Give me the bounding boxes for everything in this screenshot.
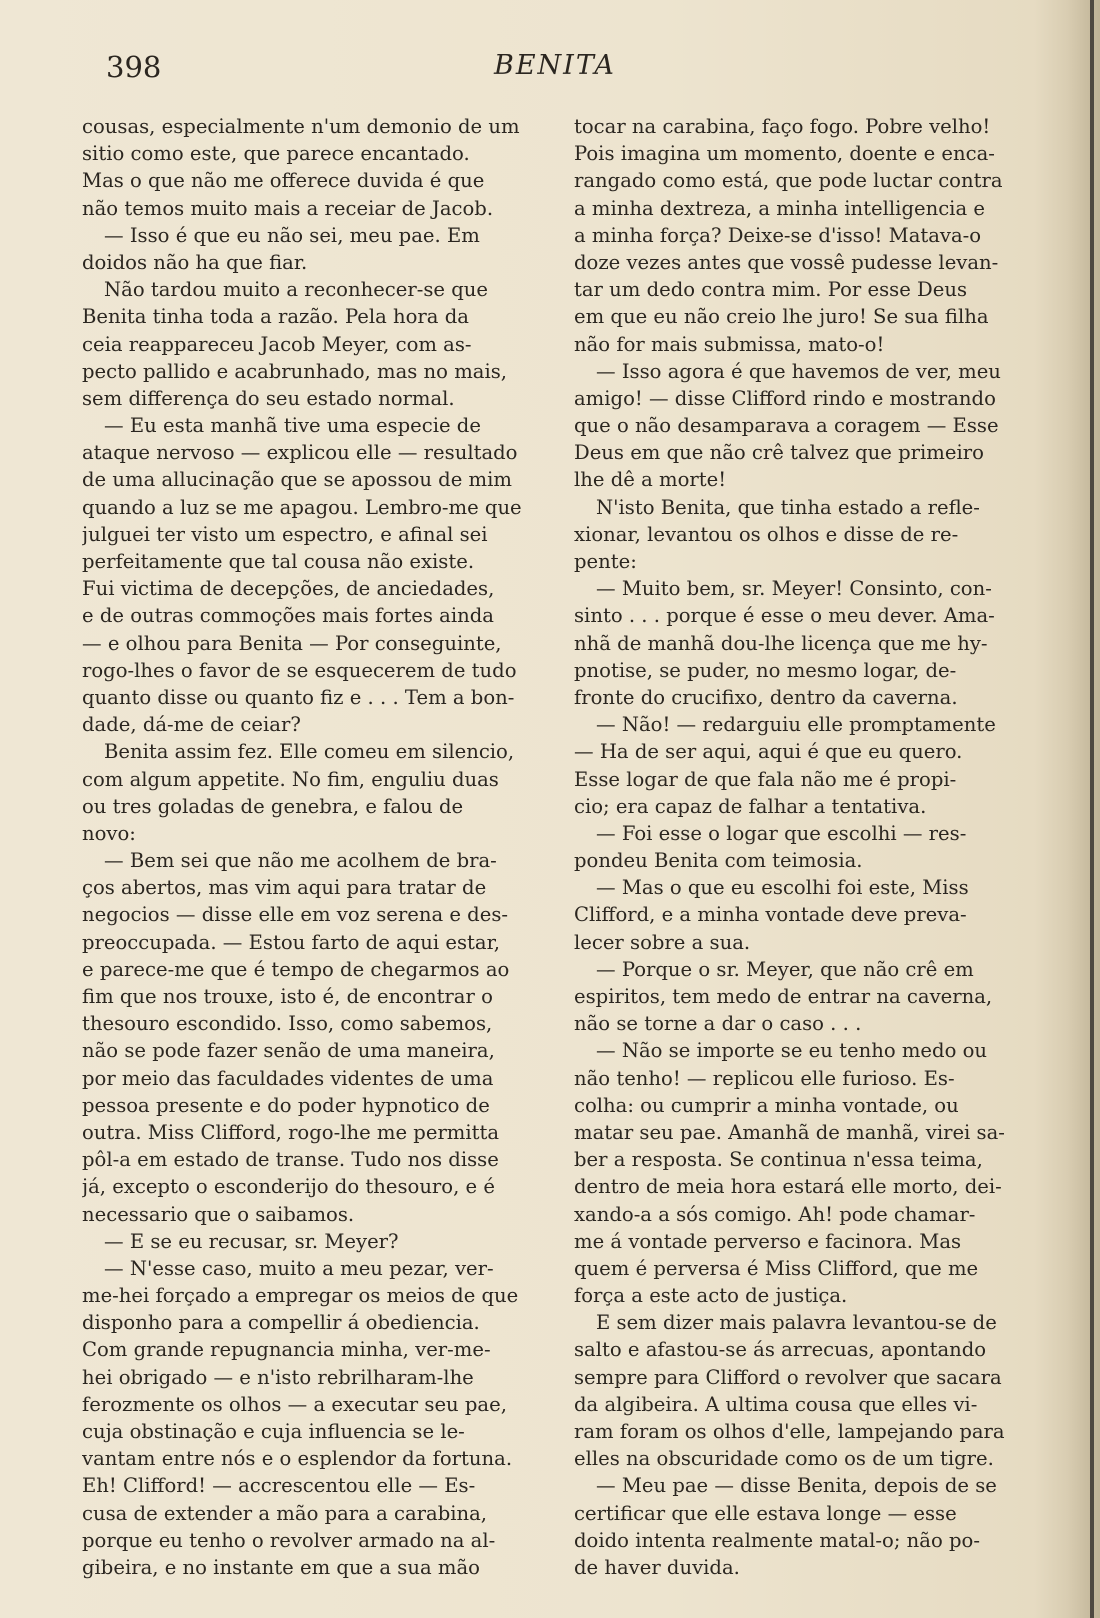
text-line: disponho para a compellir á obediencia. [82, 1311, 480, 1335]
text-line: Pois imagina um momento, doente e enca- [574, 142, 995, 166]
text-line: que o não desamparava a coragem — Esse [574, 414, 999, 438]
text-line: doze vezes antes que vossê pudesse levan- [574, 250, 999, 274]
text-line: perfeitamente que tal cousa não existe. [82, 550, 475, 573]
text-line: de uma allucinação que se apossou de mim [82, 468, 512, 492]
text-line: outra. Miss Clifford, rogo-lhe me permitta [82, 1120, 500, 1144]
text-line: da algibeira. A ultima cousa que elles vi- [574, 1392, 978, 1416]
text-line: quanto disse ou quanto fiz e . . . Tem a bon- [82, 685, 515, 709]
text-line: — Ha de ser aqui, aqui é que eu quero. [574, 740, 963, 764]
running-title: BENITA [494, 50, 616, 81]
text-line: amigo! — disse Clifford rindo e mostrando [574, 386, 996, 410]
text-line: não for mais submissa, mato-o! [574, 332, 885, 356]
text-line: de haver duvida. [574, 1555, 740, 1579]
text-line: fronte do crucifixo, dentro da caverna. [574, 685, 958, 709]
text-line: ceia reappareceu Jacob Meyer, com as- [82, 332, 472, 356]
text-line: dade, dá-me de ceiar? [82, 713, 301, 737]
text-line: N'isto Benita, que tinha estado a refle- [596, 495, 980, 519]
text-line: — Não se importe se eu tenho medo ou [596, 1039, 988, 1063]
text-line: pente: [574, 550, 637, 573]
text-line: xionar, levantou os olhos e disse de re- [574, 522, 959, 546]
text-line: tocar na carabina, faço fogo. Pobre velho! [574, 115, 991, 138]
text-line: Com grande repugnancia minha, ver-me- [82, 1338, 491, 1362]
text-line: pondeu Benita com teimosia. [574, 849, 863, 873]
page-edge-shadow [1090, 0, 1094, 1618]
text-line: — E se eu recusar, sr. Meyer? [104, 1229, 399, 1253]
text-line: e parece-me que é tempo de chegarmos ao [82, 957, 510, 981]
text-line: — Foi esse o logar que escolhi — res- [596, 821, 967, 845]
text-line: quem é perversa é Miss Clifford, que me [574, 1256, 979, 1280]
text-line: — Não! — redarguiu elle promptamente [596, 713, 996, 737]
left-text-column [82, 113, 542, 1581]
text-line: tar um dedo contra mim. Por esse Deus [574, 278, 967, 302]
text-line: Esse logar de que fala não me é propi- [574, 767, 957, 791]
text-line: rogo-lhes o favor de se esquecerem de tudo [82, 658, 517, 682]
text-line: — Eu esta manhã tive uma especie de [104, 414, 481, 438]
text-line: — Bem sei que não me acolhem de bra- [104, 849, 497, 873]
text-line: com algum appetite. No fim, enguliu duas [82, 767, 499, 791]
text-line: thesouro escondido. Isso, como sabemos, [82, 1012, 493, 1036]
text-line: ram foram os olhos d'elle, lampejando para [574, 1420, 1005, 1443]
text-line: salto e afastou-se ás arrecuas, apontando [574, 1338, 987, 1362]
text-line: fim que nos trouxe, isto é, de encontrar o [82, 985, 493, 1008]
text-line: necessario que o saibamos. [82, 1202, 355, 1226]
text-line: — Muito bem, sr. Meyer! Consinto, con- [596, 577, 992, 601]
text-line: porque eu tenho o revolver armado na al- [82, 1528, 496, 1552]
text-line: gibeira, e no instante em que a sua mão [82, 1555, 480, 1579]
text-line: xando-a a sós comigo. Ah! pode chamar- [574, 1202, 976, 1226]
text-line: — Meu pae — disse Benita, depois de se [596, 1474, 997, 1498]
text-line: pecto pallido e acabrunhado, mas no mais, [82, 359, 508, 383]
text-line: ferozmente os olhos — a executar seu pae, [82, 1392, 507, 1416]
text-line: preoccupada. — Estou farto de aqui estar, [82, 930, 501, 954]
text-line: ços abertos, mas vim aqui para tratar de [82, 876, 487, 900]
text-line: cusa de extender a mão para a carabina, [82, 1501, 488, 1525]
text-line: lecer sobre a sua. [574, 930, 751, 954]
text-line: — Mas o que eu escolhi foi este, Miss [596, 876, 969, 900]
text-line: vantam entre nós e o esplendor da fortuna. [82, 1447, 513, 1471]
text-line: me-hei forçado a empregar os meios de que [82, 1284, 519, 1308]
text-line: nhã de manhã dou-lhe licença que me hy- [574, 631, 988, 655]
text-line: — e olhou para Benita — Por conseguinte, [82, 631, 502, 655]
text-line: me á vontade perverso e facinora. Mas [574, 1229, 962, 1253]
text-line: colha: ou cumprir a minha vontade, ou [574, 1093, 959, 1117]
text-line: Benita tinha toda a razão. Pela hora da [82, 305, 469, 329]
text-line: espiritos, tem medo de entrar na caverna, [574, 985, 993, 1008]
text-line: não temos muito mais a receiar de Jacob. [82, 196, 494, 220]
text-line: sinto . . . porque é esse o meu dever. Ama- [574, 604, 995, 628]
text-line: por meio das faculdades videntes de uma [82, 1066, 494, 1090]
text-line: em que eu não creio lhe juro! Se sua filha [574, 305, 989, 329]
text-line: ou tres goladas de genebra, e falou de [82, 794, 464, 818]
text-line: — Porque o sr. Meyer, que não crê em [596, 957, 974, 981]
text-line: sem differença do seu estado normal. [82, 386, 455, 410]
text-line: sitio como este, que parece encantado. [82, 142, 470, 166]
text-line: não tenho! — replicou elle furioso. Es- [574, 1066, 955, 1090]
text-line: doidos não ha que fiar. [82, 250, 308, 274]
text-line: certificar que elle estava longe — esse [574, 1501, 957, 1525]
right-text-column [574, 113, 1040, 1581]
text-line: julguei ter visto um espectro, e afinal sei [82, 522, 488, 546]
text-line: ataque nervoso — explicou elle — resultado [82, 441, 518, 465]
text-line: ber a resposta. Se continua n'essa teima, [574, 1148, 983, 1172]
text-line: negocios — disse elle em voz serena e des- [82, 903, 508, 927]
text-line: pnotise, se puder, no mesmo logar, de- [574, 658, 957, 682]
text-line: Eh! Clifford! — accrescentou elle — Es- [82, 1474, 476, 1498]
text-line: Mas o que não me offerece duvida é que [82, 169, 485, 193]
text-line: a minha dextreza, a minha intelligencia e [574, 196, 985, 220]
text-line: já, excepto o esconderijo do thesouro, e é [82, 1175, 495, 1199]
text-line: não se pode fazer senão de uma maneira, [82, 1039, 495, 1063]
text-line: dentro de meia hora estará elle morto, dei- [574, 1175, 1002, 1199]
text-line: Não tardou muito a reconhecer-se que [104, 278, 488, 302]
text-line: não se torne a dar o caso . . . [574, 1012, 862, 1036]
text-line: elles na obscuridade como os de um tigre. [574, 1447, 994, 1471]
text-line: força a este acto de justiça. [574, 1284, 848, 1308]
text-line: Fui victima de decepções, de anciedades, [82, 577, 495, 601]
text-line: — Isso agora é que havemos de ver, meu [596, 359, 1001, 383]
text-line: cousas, especialmente n'um demonio de um [82, 115, 520, 138]
text-line: doido intenta realmente matal-o; não po- [574, 1528, 980, 1552]
text-line: a minha força? Deixe-se d'isso! Matava-o [574, 223, 982, 247]
text-line: cuja obstinação e cuja influencia se le- [82, 1420, 465, 1443]
text-line: rangado como está, que pode luctar contra [574, 169, 1003, 193]
text-line: Deus em que não crê talvez que primeiro [574, 441, 984, 465]
text-line: sempre para Clifford o revolver que sacara [574, 1365, 1002, 1389]
text-line: — Isso é que eu não sei, meu pae. Em [104, 223, 480, 247]
text-line: pessoa presente e do poder hypnotico de [82, 1093, 490, 1117]
text-line: lhe dê a morte! [574, 468, 727, 492]
text-line: quando a luz se me apagou. Lembro-me que [82, 495, 522, 519]
text-line: — N'esse caso, muito a meu pezar, ver- [104, 1256, 494, 1280]
text-line: e de outras commoções mais fortes ainda [82, 604, 494, 628]
text-line: E sem dizer mais palavra levantou-se de [596, 1311, 997, 1335]
text-line: Benita assim fez. Elle comeu em silencio, [104, 740, 515, 764]
page-number: 398 [106, 50, 162, 84]
text-line: hei obrigado — e n'isto rebrilharam-lhe [82, 1365, 474, 1389]
text-line: matar seu pae. Amanhã de manhã, virei sa- [574, 1120, 1005, 1144]
text-line: novo: [82, 821, 136, 845]
text-line: pôl-a em estado de transe. Tudo nos disse [82, 1148, 499, 1172]
text-line: cio; era capaz de falhar a tentativa. [574, 794, 927, 818]
text-line: Clifford, e a minha vontade deve preva- [574, 903, 967, 927]
